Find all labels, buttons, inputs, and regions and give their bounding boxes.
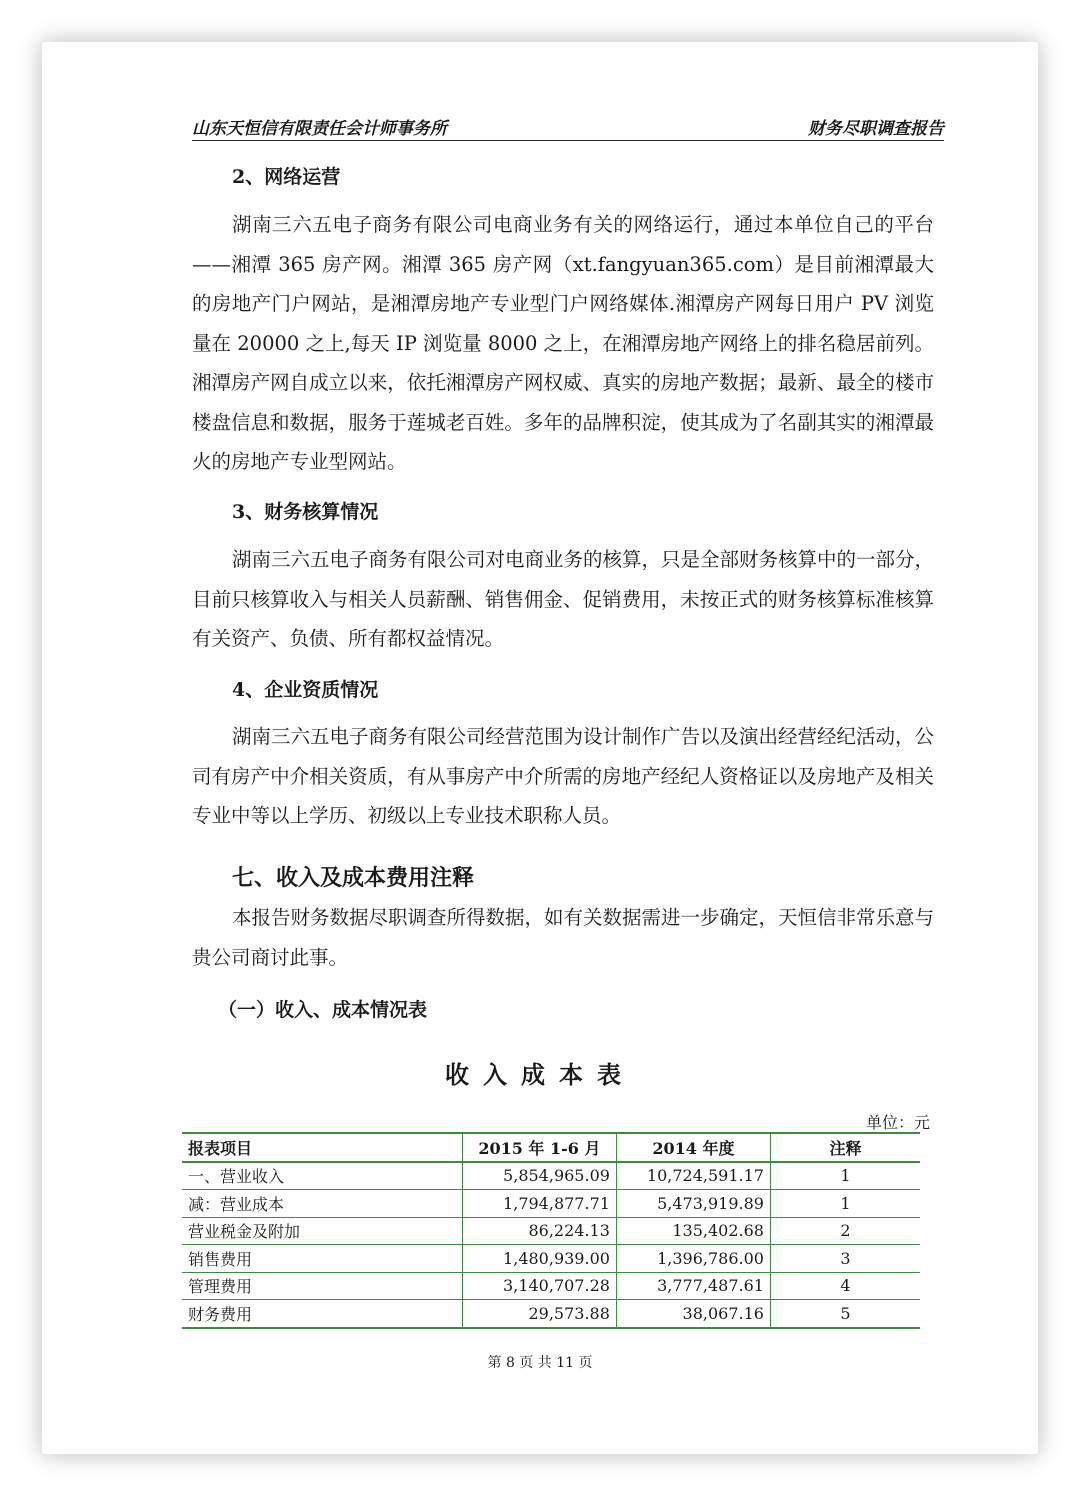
page-header <box>192 112 944 141</box>
header-firm-name: 山东天恒信有限责任会计师事务所 <box>192 119 447 139</box>
cell-item: 财务费用 <box>182 1300 462 1328</box>
table-row <box>182 1245 920 1273</box>
section-subheading-income-table: （一）收入、成本情况表 <box>218 999 428 1021</box>
cell-item: 销售费用 <box>182 1245 462 1273</box>
page-footer: 第 8 页 共 11 页 <box>487 1355 593 1371</box>
cell-note: 3 <box>770 1245 920 1273</box>
section-title-income: 七、收入及成本费用注释 <box>232 865 475 891</box>
cell-note: 4 <box>770 1272 920 1300</box>
cell-2015: 86,224.13 <box>462 1217 616 1245</box>
header-cell-item: 报表项目 <box>182 1133 462 1162</box>
section-heading-accounting: 3、财务核算情况 <box>232 501 379 523</box>
section-text-network: 湖南三六五电子商务有限公司电商业务有关的网络运行，通过本单位自己的平台——湘潭 365 房产网。湘潭 365 房产网（xt.fangyuan365.com）是目前湘潭最大的房地产门户网站，是湘潭房地产专业型门户网络媒体.湘潭房产网每日用户 PV 浏览量在 20000 之上,每天 IP 浏览量 8000 之上，在湘潭房地产网络上的排名稳居前列。湘潭房产网自成立以来，依托湘潭房产网权威、真实的房地产数据；最新、最全的楼市楼盘信息和数据，服务于莲城老百姓。多年的品牌积淀，使其成为了名副其实的湘潭最火的房地产专业型网站。 <box>192 213 934 473</box>
table-unit: 单位：元 <box>865 1113 930 1132</box>
cell-2015: 3,140,707.28 <box>462 1272 616 1300</box>
cell-2015: 29,573.88 <box>462 1300 616 1328</box>
section-text-qualification: 湖南三六五电子商务有限公司经营范围为设计制作广告以及演出经营经纪活动，公司有房产中介相关资质，有从事房产中介所需的房地产经纪人资格证以及房地产及相关专业中等以上学历、初级以上专业技术职称人员。 <box>192 725 935 827</box>
cell-note: 5 <box>770 1300 920 1328</box>
header-cell-2014: 2014 年度 <box>616 1133 770 1162</box>
cell-item: 一、营业收入 <box>182 1162 462 1190</box>
section-text-income: 本报告财务数据尽职调查所得数据，如有关数据需进一步确定，天恒信非常乐意与贵公司商讨此事。 <box>192 906 935 969</box>
cell-2014: 3,777,487.61 <box>616 1272 770 1300</box>
header-cell-2015: 2015 年 1-6 月 <box>462 1133 616 1162</box>
cell-2015: 5,854,965.09 <box>462 1162 616 1190</box>
income-cost-table <box>182 1132 920 1329</box>
table-row <box>182 1217 920 1245</box>
cell-item: 营业税金及附加 <box>182 1217 462 1245</box>
cell-item: 管理费用 <box>182 1272 462 1300</box>
header-cell-note: 注释 <box>770 1133 920 1162</box>
cell-2014: 5,473,919.89 <box>616 1190 770 1218</box>
cell-2014: 38,067.16 <box>616 1300 770 1328</box>
section-heading-qualification: 4、企业资质情况 <box>232 679 379 701</box>
cell-note: 2 <box>770 1217 920 1245</box>
section-heading-network: 2、网络运营 <box>232 166 341 188</box>
table-title: 收入成本表 <box>445 1060 635 1089</box>
table-row <box>182 1190 920 1218</box>
cell-2015: 1,480,939.00 <box>462 1245 616 1273</box>
table-row <box>182 1300 920 1328</box>
table-row <box>182 1162 920 1190</box>
cell-note: 1 <box>770 1190 920 1218</box>
cell-item: 减：营业成本 <box>182 1190 462 1218</box>
cell-note: 1 <box>770 1162 920 1190</box>
table-header-row <box>182 1133 920 1162</box>
cell-2014: 10,724,591.17 <box>616 1162 770 1190</box>
header-report-title: 财务尽职调查报告 <box>808 119 944 139</box>
section-text-accounting: 湖南三六五电子商务有限公司对电商业务的核算，只是全部财务核算中的一部分，目前只核算收入与相关人员薪酬、销售佣金、促销费用，未按正式的财务核算标准核算有关资产、负债、所有都权益情况。 <box>192 548 935 650</box>
table-row <box>182 1272 920 1300</box>
cell-2015: 1,794,877.71 <box>462 1190 616 1218</box>
cell-2014: 1,396,786.00 <box>616 1245 770 1273</box>
cell-2014: 135,402.68 <box>616 1217 770 1245</box>
